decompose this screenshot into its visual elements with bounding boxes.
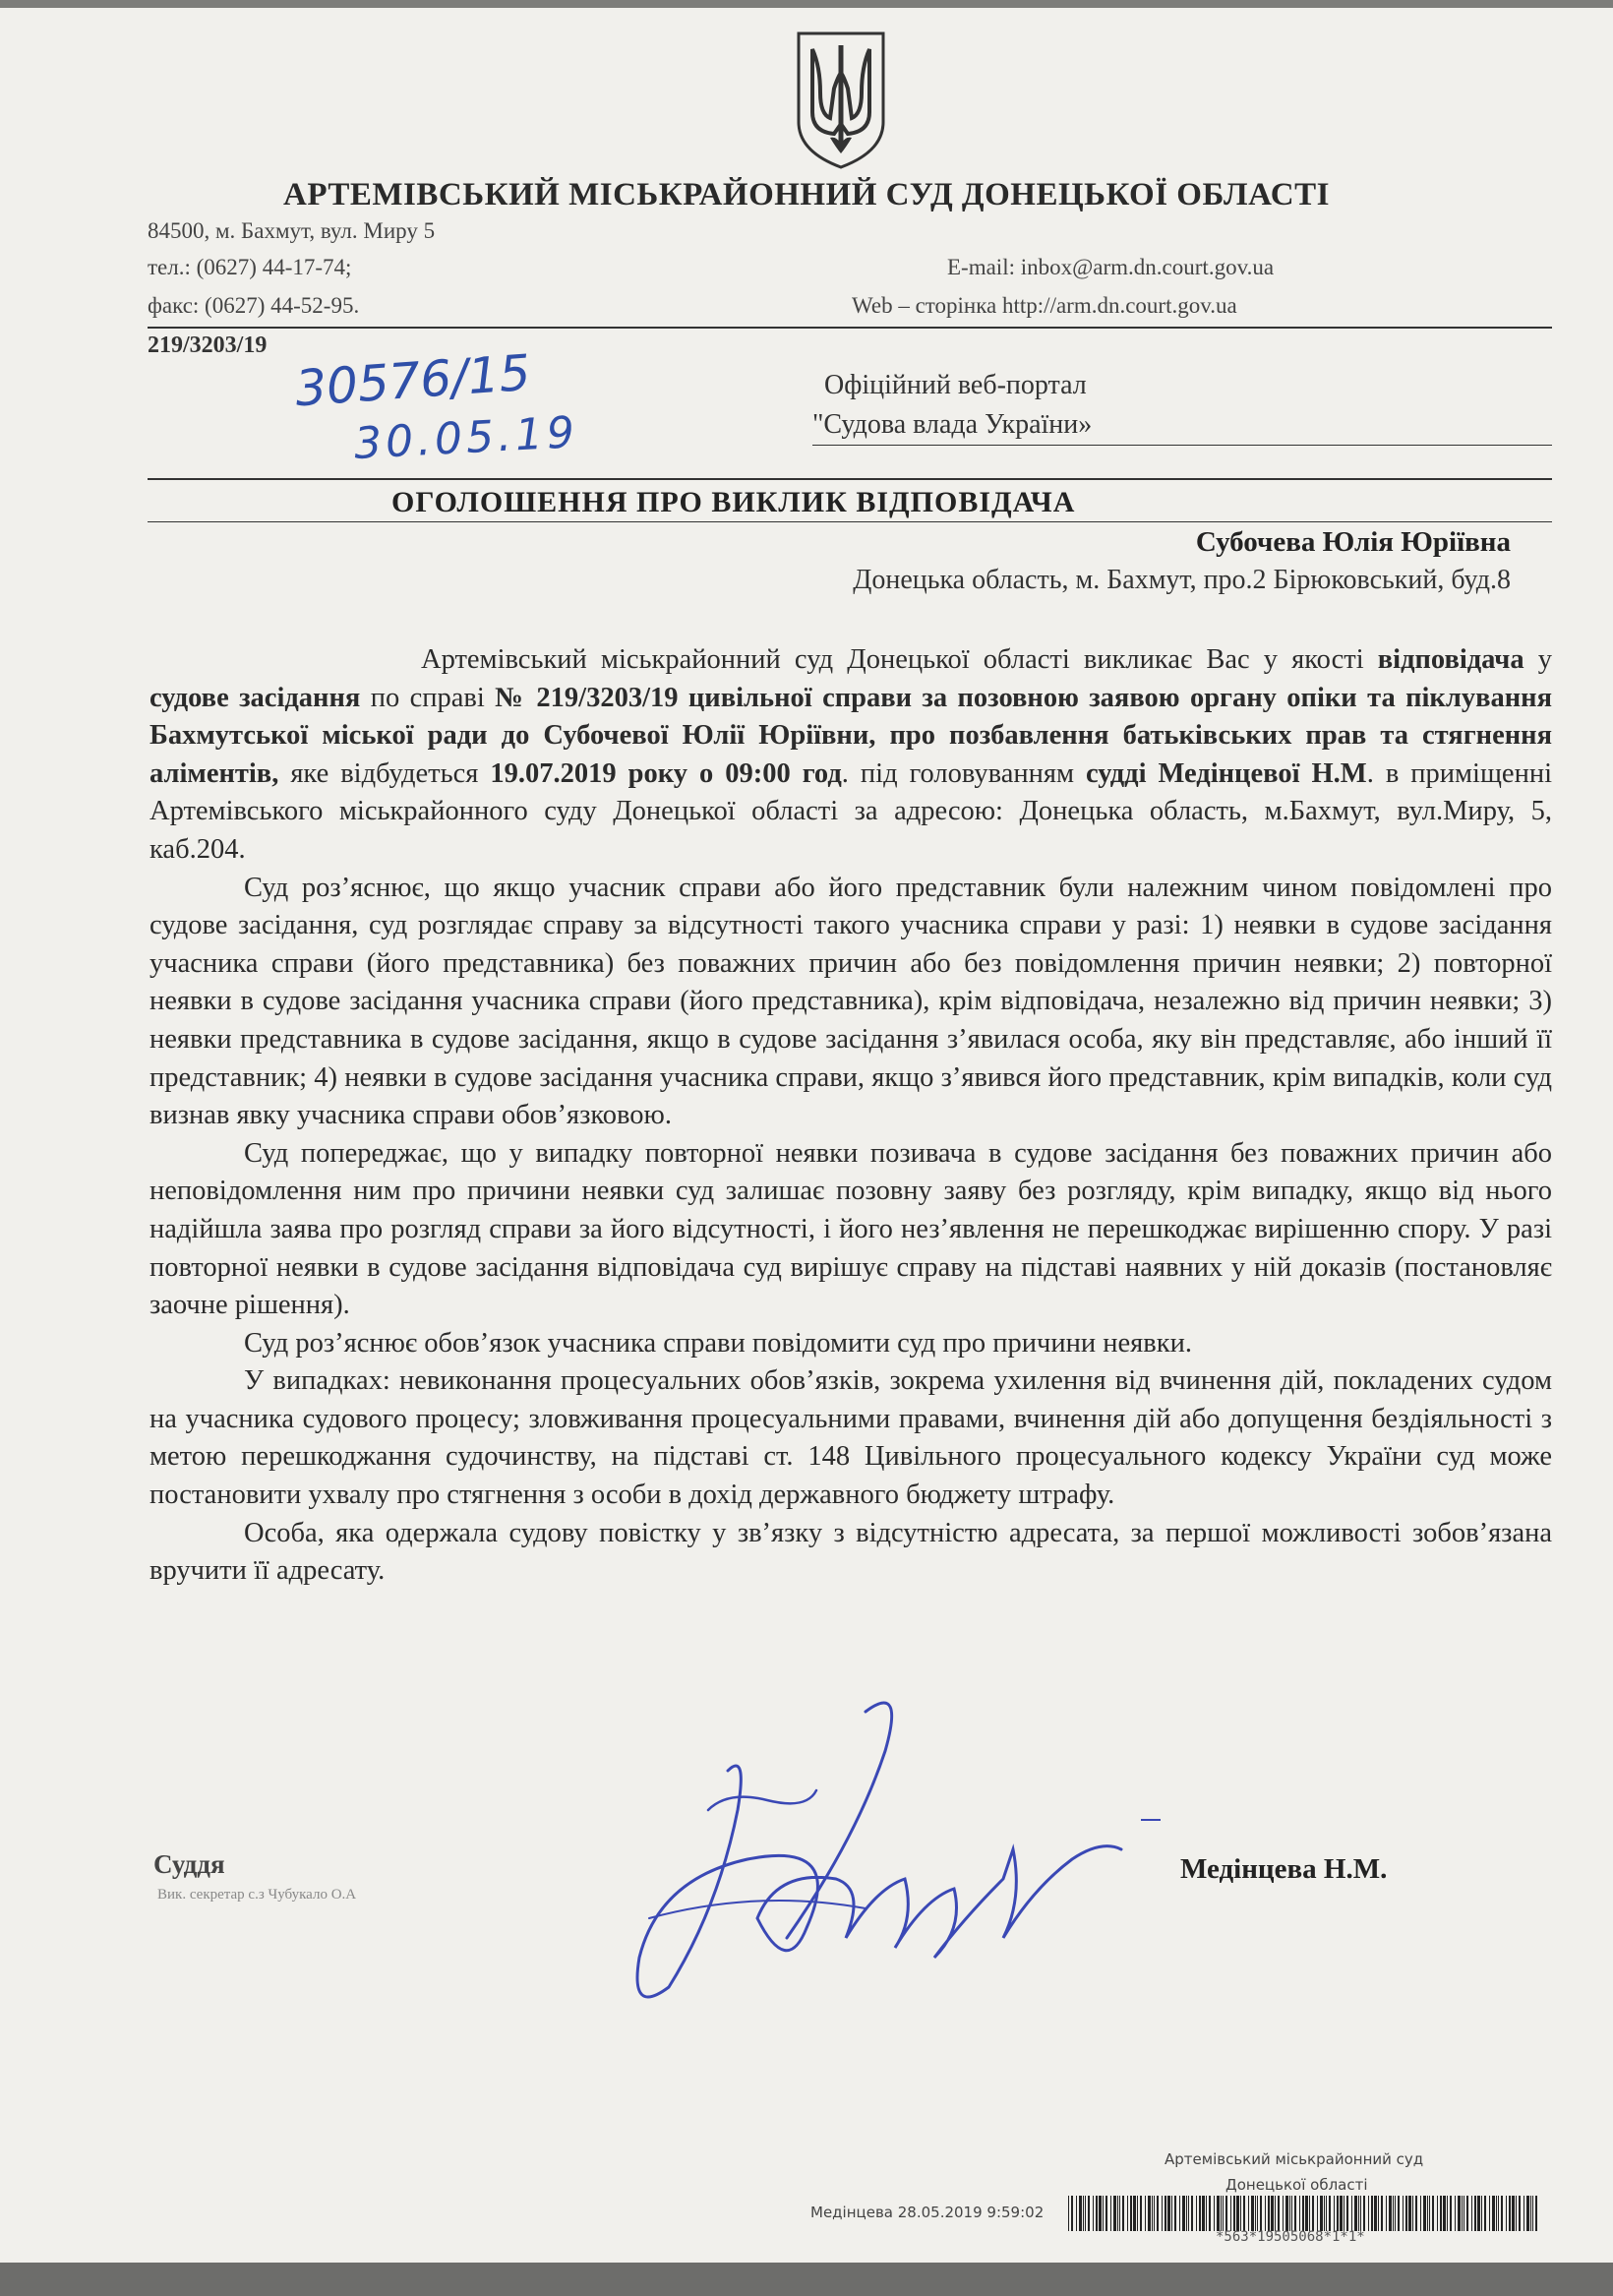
recipient-address: Донецька область, м. Бахмут, про.2 Бірюковський, буд.8 [853, 565, 1511, 595]
paragraph-warning: Суд попереджає, що у випадку повторної неявки позивача в судове засідання без поважних причин або неповідомлення ним про причини неявки суд залишає позовну заяву без розгляду, крім випадку, якщо від нього надійшла заява про розгляд справи за його відсутності, і його нез’явлення не перешкоджає вирішенню спору. У разі повторної неявки в судове засідання відповідача суд вирішує справу на підставі наявних у ній доказів (постановляє заочне рішення). [149, 1137, 1552, 1321]
handwritten-reg-number: 30576/15 [293, 343, 533, 418]
barcode-bar [1509, 2196, 1511, 2231]
barcode-bar [1271, 2196, 1274, 2231]
barcode-bar [1285, 2196, 1288, 2231]
barcode-bar [1496, 2196, 1497, 2231]
barcode-bar [1447, 2196, 1448, 2231]
paragraph-explanation: Суд роз’яснює, що якщо учасник справи або його представник були належним чином повідомлені про судове засідання, суд розглядає справу за відсутності такого учасника справи у разі: 1) неявки в судове засідання учасника справи (його представника) без поважних причин або без повідомлення причин неявки; 2) повторної неявки в судове засідання учасника справи (його представника), крім відповідача, незалежно від причин неявки; 3) неявки представника в судове засідання, якщо в судове засідання з’явилася особа, яку він представляє, або інший її представник; 4) неявки в судове засідання учасника справи, якщо з’явився його представник, крім випадків, коли суд визнав явку учасника справи обов’язковою. [149, 872, 1552, 1131]
summons-segment: № 219/3203/19 цивільної справи за позовною заявою органу опіки та піклування Бахмутської міської ради до Субочевої Юлії Юріївни, про позбавлення батьківських прав та стягнення аліментів, [149, 682, 1552, 789]
court-address: 84500, м. Бахмут, вул. Миру 5 [148, 218, 436, 243]
barcode-bar [1443, 2196, 1446, 2231]
barcode-bar [1179, 2196, 1180, 2231]
barcode-bar [1466, 2196, 1468, 2231]
announcement-title: ОГОЛОШЕННЯ ПРО ВИКЛИК ВІДПОВІДАЧА [391, 486, 1076, 518]
barcode-bar [1326, 2196, 1327, 2231]
portal-rule [812, 445, 1552, 446]
barcode-bar [1221, 2196, 1222, 2231]
barcode-bar [1283, 2196, 1284, 2231]
barcode-bar [1171, 2196, 1172, 2231]
barcode-bar [1530, 2196, 1531, 2231]
barcode-bar [1532, 2196, 1533, 2231]
barcode-bar [1512, 2196, 1515, 2231]
barcode-bar [1088, 2196, 1090, 2231]
paragraph-obligation: Суд роз’яснює обов’язок учасника справи повідомити суд про причини неявки. [244, 1327, 1192, 1359]
barcode-bar [1186, 2196, 1187, 2231]
barcode-bar [1162, 2196, 1163, 2231]
paragraph-summons [149, 641, 1552, 870]
scan-edge-bottom [0, 2263, 1613, 2296]
barcode-bar [1492, 2196, 1495, 2231]
barcode-bar [1085, 2196, 1086, 2231]
barcode-bar [1068, 2196, 1069, 2231]
barcode-bar [1458, 2196, 1461, 2231]
barcode-bar [1230, 2196, 1231, 2231]
title-rule-bottom [148, 521, 1552, 522]
barcode-bar [1202, 2196, 1205, 2231]
barcode-bar [1133, 2196, 1136, 2231]
barcode-bar [1432, 2196, 1434, 2231]
barcode-bar [1427, 2196, 1428, 2231]
barcode-bar [1405, 2196, 1407, 2231]
barcode-bar [1199, 2196, 1201, 2231]
barcode-bar [1209, 2196, 1211, 2231]
barcode-bar [1398, 2196, 1400, 2231]
barcode-bar [1450, 2196, 1452, 2231]
case-number: 219/3203/19 [148, 332, 268, 358]
barcode-bar [1140, 2196, 1142, 2231]
court-fax: факс: (0627) 44-52-95. [148, 293, 360, 318]
barcode-bar [1196, 2196, 1197, 2231]
judge-label: Суддя [153, 1849, 225, 1879]
barcode-bar [1368, 2196, 1369, 2231]
barcode-bar [1217, 2196, 1220, 2231]
trident-coat-of-arms-icon [793, 28, 889, 171]
barcode-bar [1386, 2196, 1387, 2231]
barcode-bar [1437, 2196, 1438, 2231]
barcode-bar [1240, 2196, 1241, 2231]
barcode-bar [1148, 2196, 1151, 2231]
barcode-bar [1145, 2196, 1146, 2231]
summons-segment: . під головуванням [841, 757, 1087, 789]
barcode-bar [1312, 2196, 1314, 2231]
barcode-bar [1291, 2196, 1292, 2231]
barcode-bar [1122, 2196, 1124, 2231]
barcode-bar [1071, 2196, 1073, 2231]
title-rule-top [148, 478, 1552, 480]
barcode-bar [1371, 2196, 1373, 2231]
barcode-bar [1255, 2196, 1256, 2231]
barcode-bar [1154, 2196, 1155, 2231]
paragraph-penalty: У випадках: невиконання процесуальних обов’язків, зокрема ухилення від вчинення дій, покладених судом на учасника судового процесу; зловживання процесуальними правами, вчинення дій або допущення бездіяльності з метою перешкоджання судочинству, на підставі ст. 148 Цивільного процесуального кодексу України суд може постановити ухвалу про стягнення з особи в дохід державного бюджету штрафу. [149, 1365, 1552, 1511]
stamp-region: Донецької області [1225, 2176, 1368, 2194]
barcode-bar [1354, 2196, 1357, 2231]
barcode-bar [1489, 2196, 1490, 2231]
barcode-bar [1299, 2196, 1300, 2231]
barcode-bar [1408, 2196, 1411, 2231]
barcode-bar [1096, 2196, 1098, 2231]
barcode-bar [1360, 2196, 1361, 2231]
barcode-bar [1393, 2196, 1394, 2231]
barcode-bar [1317, 2196, 1318, 2231]
barcode-bar [1130, 2196, 1132, 2231]
barcode-bar [1127, 2196, 1128, 2231]
barcode-bar [1351, 2196, 1352, 2231]
summons-segment: відповідача [1377, 644, 1524, 675]
barcode-bar [1275, 2196, 1276, 2231]
summons-segment: у [1523, 644, 1553, 675]
barcode-bar [1429, 2196, 1430, 2231]
barcode-bar [1506, 2196, 1507, 2231]
barcode-bar [1289, 2196, 1290, 2231]
barcode-bar [1188, 2196, 1189, 2231]
barcode-bar [1233, 2196, 1235, 2231]
barcode-bar [1110, 2196, 1111, 2231]
barcode-bar [1099, 2196, 1102, 2231]
barcode-bar [1268, 2196, 1270, 2231]
summons-segment [617, 758, 628, 789]
summons-segment: Артемівський міськрайонний суд Донецької області викликає Вас у якості [421, 644, 1378, 675]
document-barcode [1068, 2196, 1540, 2231]
barcode-bar [1206, 2196, 1207, 2231]
summons-segment: по справі [360, 682, 496, 713]
barcode-bar [1481, 2196, 1482, 2231]
summons-body [149, 641, 1552, 1591]
court-name: АРТЕМІВСЬКИЙ МІСЬКРАЙОННИЙ СУД ДОНЕЦЬКОЇ ОБЛАСТІ [283, 177, 1330, 212]
barcode-text: *563*19505068*1*1* [1216, 2229, 1365, 2245]
barcode-bar [1324, 2196, 1325, 2231]
barcode-bar [1535, 2196, 1537, 2231]
barcode-bar [1137, 2196, 1138, 2231]
barcode-bar [1415, 2196, 1417, 2231]
court-email: E-mail: inbox@arm.dn.court.gov.ua [947, 255, 1275, 279]
summons-segment: року о 09:00 год [627, 757, 842, 789]
barcode-bar [1471, 2196, 1472, 2231]
handwritten-date: 30.05.19 [352, 407, 580, 469]
summons-segment: судове засідання [149, 682, 361, 713]
barcode-bar [1165, 2196, 1166, 2231]
barcode-bar [1484, 2196, 1486, 2231]
barcode-bar [1257, 2196, 1258, 2231]
stamp-court-name: Артемівський міськрайонний суд [1165, 2150, 1424, 2168]
portal-line-2: "Судова влада України» [812, 409, 1093, 440]
barcode-bar [1334, 2196, 1335, 2231]
court-web: Web – сторінка http://arm.dn.court.gov.ua [852, 293, 1237, 318]
stamp-datetime: Медінцева 28.05.2019 9:59:02 [810, 2204, 1045, 2221]
barcode-bar [1278, 2196, 1280, 2231]
barcode-bar [1248, 2196, 1249, 2231]
barcode-bar [1076, 2196, 1077, 2231]
barcode-bar [1455, 2196, 1456, 2231]
recipient-name: Субочева Юлія Юріївна [1195, 526, 1511, 558]
barcode-bar [1157, 2196, 1159, 2231]
barcode-bar [1395, 2196, 1396, 2231]
barcode-bar [1167, 2196, 1170, 2231]
barcode-bar [1462, 2196, 1463, 2231]
barcode-bar [1105, 2196, 1107, 2231]
barcode-bar [1498, 2196, 1499, 2231]
secretary-note: Вик. секретар с.з Чубукало О.А [157, 1887, 357, 1903]
barcode-bar [1083, 2196, 1084, 2231]
barcode-bar [1346, 2196, 1348, 2231]
barcode-bar [1214, 2196, 1215, 2231]
barcode-bar [1152, 2196, 1153, 2231]
summons-segment: яке відбудеться [278, 757, 491, 789]
barcode-bar [1260, 2196, 1262, 2231]
barcode-bar [1119, 2196, 1120, 2231]
barcode-bar [1305, 2196, 1308, 2231]
paragraph-delivery: Особа, яка одержала судову повістку у зв’язку з відсутністю адресата, за першої можливості зобов’язана вручити її адресату. [149, 1517, 1552, 1587]
court-phone: тел.: (0627) 44-17-74; [148, 255, 352, 279]
barcode-bar [1320, 2196, 1323, 2231]
barcode-bar [1389, 2196, 1392, 2231]
header-rule [148, 327, 1552, 329]
barcode-bar [1378, 2196, 1379, 2231]
barcode-bar [1309, 2196, 1310, 2231]
barcode-bar [1225, 2196, 1227, 2231]
barcode-bar [1374, 2196, 1377, 2231]
barcode-bar [1174, 2196, 1176, 2231]
barcode-bar [1243, 2196, 1245, 2231]
barcode-bar [1526, 2196, 1529, 2231]
barcode-bar [1474, 2196, 1476, 2231]
barcode-bar [1182, 2196, 1185, 2231]
summons-segment: 19.07.2019 [490, 757, 617, 789]
barcode-bar [1329, 2196, 1331, 2231]
barcode-bar [1519, 2196, 1521, 2231]
barcode-bar [1501, 2196, 1503, 2231]
barcode-bar [1302, 2196, 1304, 2231]
barcode-bar [1420, 2196, 1421, 2231]
barcode-bar [1340, 2196, 1343, 2231]
scan-edge-top [0, 0, 1613, 8]
barcode-bar [1412, 2196, 1413, 2231]
summons-segment: судді Медінцевої Н.М [1086, 757, 1367, 789]
barcode-bar [1093, 2196, 1094, 2231]
barcode-bar [1079, 2196, 1082, 2231]
barcode-bar [1423, 2196, 1426, 2231]
judge-name: Медінцева Н.М. [1180, 1853, 1388, 1885]
barcode-bar [1523, 2196, 1524, 2231]
barcode-bar [1403, 2196, 1404, 2231]
barcode-bar [1236, 2196, 1239, 2231]
barcode-bar [1265, 2196, 1266, 2231]
barcode-bar [1113, 2196, 1116, 2231]
barcode-bar [1117, 2196, 1118, 2231]
barcode-bar [1251, 2196, 1254, 2231]
barcode-bar [1440, 2196, 1442, 2231]
barcode-bar [1477, 2196, 1480, 2231]
summons-segment: . в приміщенні Артемівського міськрайонного суду Донецької області за адресою: Донецька область, м.Бахмут, вул.Миру, 5, каб.204. [149, 757, 1552, 865]
barcode-bar [1337, 2196, 1339, 2231]
barcode-bar [1381, 2196, 1383, 2231]
barcode-bar [1103, 2196, 1104, 2231]
barcode-bar [1358, 2196, 1359, 2231]
judge-signature [610, 1692, 1161, 2026]
barcode-bar [1223, 2196, 1224, 2231]
barcode-bar [1363, 2196, 1365, 2231]
barcode-bar [1516, 2196, 1517, 2231]
barcode-bar [1191, 2196, 1193, 2231]
portal-line-1: Офіційний веб-портал [824, 370, 1087, 400]
barcode-bar [1294, 2196, 1296, 2231]
